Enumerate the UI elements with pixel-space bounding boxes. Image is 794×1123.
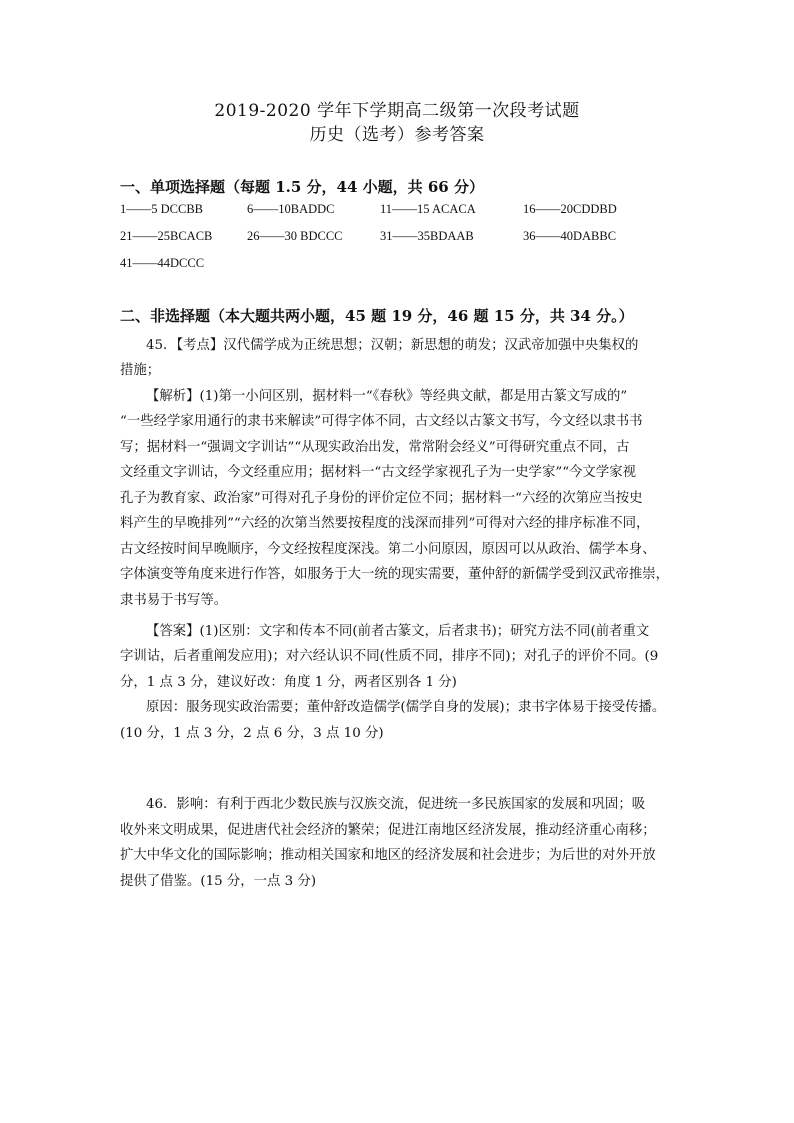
- q45-line: 古文经按时间早晚顺序，今文经按程度深浅。第二小问原因，原因可以从政治、儒学本身、: [120, 542, 656, 557]
- q45-line: 隶书易于书写等。: [120, 593, 228, 608]
- section1-heading: 一、单项选择题（每题 1.5 分，44 小题，共 66 分）: [120, 178, 484, 196]
- q45-line: 写；据材料一“强调文字训诂”“从现实政治出发，常常附会经义”可得研究重点不同，古: [120, 440, 630, 455]
- answer-group: 6——10BADDC: [247, 202, 335, 216]
- q46-line: 扩大中华文化的国际影响；推动相关国家和地区的经济发展和社会进步；为后世的对外开放: [120, 848, 656, 863]
- answer-group: 31——35BDAAB: [380, 229, 474, 243]
- q45-line: 料产生的早晚排列”“六经的次第当然要按程度的浅深而排列”可得对六经的排序标准不同，: [120, 516, 650, 531]
- answer-group: 41——44DCCC: [120, 256, 205, 270]
- q45-line: 分，1 点 3 分，建议好改：角度 1 分，两者区别各 1 分): [120, 675, 457, 690]
- answer-group: 16——20CDDBD: [523, 202, 617, 216]
- q45-line: 【答案】(1)区别：文字和传本不同(前者古篆文，后者隶书)；研究方法不同(前者重文: [146, 624, 650, 639]
- q45-line: 文经重文字训诂，今文经重应用；据材料一“古文经学家视孔子为一史学家”“今文学家视: [120, 465, 636, 480]
- q45-line: 孔子为教育家、政治家”可得对孔子身份的评价定位不同；据材料一“六经的次第应当按史: [120, 491, 643, 506]
- answer-group: 26——30 BDCCC: [247, 229, 343, 243]
- q45-line: (10 分，1 点 3 分，2 点 6 分，3 点 10 分): [120, 726, 384, 741]
- q46-line: 提供了借鉴。(15 分，一点 3 分): [120, 874, 317, 889]
- section2-heading: 二、非选择题（本大题共两小题，45 题 19 分，46 题 15 分，共 34 分。）: [120, 307, 634, 325]
- q45-line: 字体演变等角度来进行作答，如服务于大一统的现实需要，董仲舒的新儒学受到汉武帝推崇，: [120, 567, 670, 582]
- q45-line: “一些经学家用通行的隶书来解读”可得字体不同，古文经以古篆文书写，今文经以隶书书: [120, 414, 643, 429]
- q46-line: 收外来文明成果，促进唐代社会经济的繁荣；促进江南地区经济发展，推动经济重心南移；: [120, 823, 656, 838]
- page-title: 2019-2020 学年下学期高二级第一次段考试题: [214, 101, 580, 121]
- q45-line: 45．【考点】汉代儒学成为正统思想；汉朝；新思想的萌发；汉武帝加强中央集权的: [146, 338, 639, 353]
- answer-group: 36——40DABBC: [523, 229, 617, 243]
- q45-line: 措施；: [120, 363, 161, 378]
- q46-line: 46．影响：有利于西北少数民族与汉族交流，促进统一多民族国家的发展和巩固；吸: [146, 797, 646, 812]
- q45-line: 【解析】(1)第一小问区别，据材料一“《春秋》等经典文献，都是用古篆文写成的”: [146, 389, 628, 404]
- page-subtitle: 历史（选考）参考答案: [309, 125, 485, 145]
- q45-line: 原因：服务现实政治需要；董仲舒改造儒学(儒学自身的发展)；隶书字体易于接受传播。: [146, 700, 666, 715]
- answer-group: 21——25BCACB: [120, 229, 213, 243]
- answer-group: 1——5 DCCBB: [120, 202, 204, 216]
- q45-line: 字训诂，后者重阐发应用)；对六经认识不同(性质不同，排序不同)；对孔子的评价不同。(9: [120, 649, 659, 664]
- answer-group: 11——15 ACACA: [380, 202, 476, 216]
